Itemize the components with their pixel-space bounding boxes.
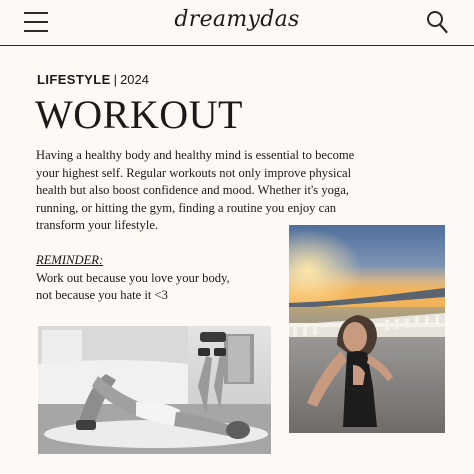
photo-workout-bridge[interactable] [38, 326, 271, 454]
article-year: 2024 [120, 72, 149, 87]
photo-sunset-selfie[interactable] [289, 225, 445, 433]
site-logo[interactable]: dreamydas [174, 7, 300, 32]
meta-separator: | [113, 72, 118, 87]
reminder-label: REMINDER: [36, 253, 104, 267]
top-bar [0, 0, 474, 46]
reminder-line: Work out because you love your body, [36, 270, 230, 285]
search-icon[interactable] [426, 10, 448, 34]
reminder-block [36, 252, 286, 305]
article-title: WORKOUT [35, 92, 243, 137]
category-label[interactable]: LIFESTYLE [37, 72, 111, 87]
article-body: Having a healthy body and healthy mind is essential to become your highest self. Regular workouts not only improve physical health but also boost confidence and mood. Whether it's yoga, running, or hitting the gym, finding a routine you enjoy can transform your lifestyle. [36, 148, 355, 232]
article-meta [37, 72, 149, 87]
reminder-line: not because you hate it <3 [36, 288, 168, 302]
